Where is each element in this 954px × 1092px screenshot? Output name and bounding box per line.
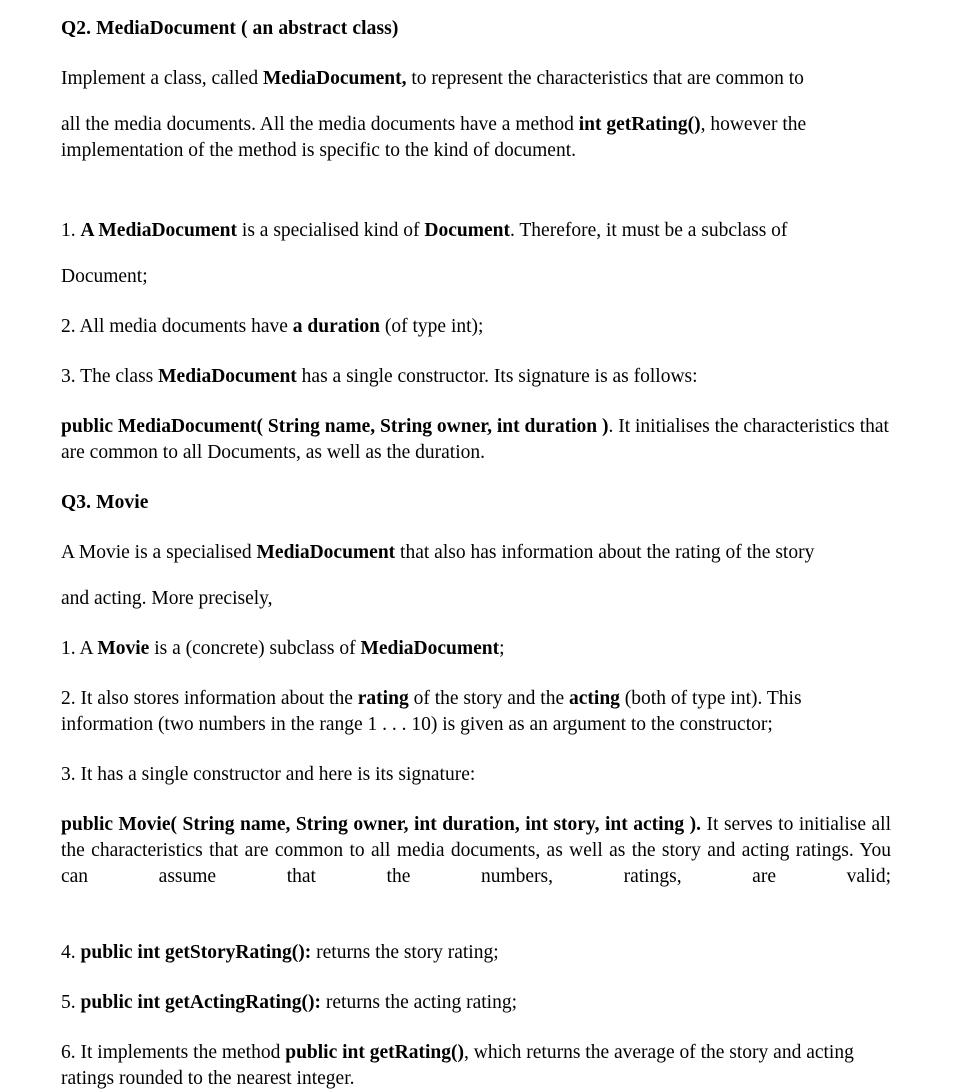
q3-list-item-3-number: 3.: [61, 764, 81, 785]
spacer-before-q3: [61, 466, 891, 490]
q3-list-item-6-bold: public int getRating(): [285, 1042, 464, 1063]
q2-list-item-1-text-b: . Therefore, it must be a subclass of: [509, 220, 788, 241]
q3-list-item-6: [61, 1040, 891, 1092]
spacer-q2-item1: [61, 244, 891, 264]
q3-list-item-1-bold-a: Movie: [97, 638, 150, 659]
spacer-q3-item4: [61, 966, 891, 990]
q3-list-item-5-text: returns the acting rating;: [321, 992, 518, 1013]
q3-constructor-signature-bold: public Movie( String name, String owner, int duration, int story, int acting ).: [61, 814, 702, 835]
q3-list-item-1-text-b: is a (concrete) subclass of: [149, 638, 361, 659]
spacer-q2-intro: [61, 92, 891, 112]
q2-intro-line-2: [61, 112, 891, 164]
q2-list-item-3-text-b: has a single constructor. Its signature is as follows:: [296, 366, 698, 387]
spacer-q3-item3: [61, 788, 891, 812]
q2-intro-line-2-text-a: all the media documents. All the media documents have a method: [61, 114, 579, 135]
spacer-q3-intro: [61, 566, 891, 586]
q2-heading: Q2. MediaDocument ( an abstract class): [61, 18, 399, 39]
q3-intro-line-2: and acting. More precisely,: [61, 588, 273, 609]
spacer-top: [61, 0, 891, 16]
q3-list-item-4-bold: public int getStoryRating():: [80, 942, 312, 963]
q3-list-item-2: [61, 686, 891, 738]
q2-intro-line-1: [61, 66, 891, 92]
q3-list-item-5: [61, 990, 891, 1016]
q2-intro-line-2-bold: int getRating(): [578, 114, 701, 135]
q3-list-item-1-text-a: A: [79, 638, 98, 659]
q3-constructor-signature: [61, 812, 891, 916]
q3-intro-line-1-bold: MediaDocument: [256, 542, 396, 563]
spacer-q2-heading: [61, 42, 891, 66]
spacer-q3-heading: [61, 516, 891, 540]
q2-list-item-1-bold-b: Document: [424, 220, 510, 241]
q3-list-item-1-number: 1.: [61, 638, 80, 659]
q2-list-item-3-bold: MediaDocument: [158, 366, 297, 387]
q3-heading: Q3. Movie: [61, 492, 149, 513]
q3-list-item-4-text: returns the story rating;: [311, 942, 499, 963]
q2-intro-line-1-text-b: to represent the characteristics that are common to: [406, 68, 804, 89]
q2-list-item-2-bold: a duration: [292, 316, 381, 337]
q2-list-item-2-number: 2.: [61, 316, 80, 337]
q3-list-item-1-bold-b: MediaDocument: [360, 638, 500, 659]
q3-list-item-1-text-c: ;: [499, 638, 505, 659]
spacer-q3-item1: [61, 662, 891, 686]
spacer-q3-item2: [61, 738, 891, 762]
q3-intro-line-1-text-a: A Movie is a specialised: [61, 542, 257, 563]
q3-list-item-3: [61, 762, 891, 788]
q2-list-item-1: [61, 218, 891, 244]
spacer-before-q3-list: [61, 612, 891, 636]
q3-list-item-3-text: It has a single constructor and here is its signature:: [80, 764, 476, 785]
spacer-q2-item1-cont: [61, 290, 891, 314]
q2-list-item-2-text-b: (of type int);: [380, 316, 484, 337]
q2-intro-line-1-bold: MediaDocument,: [262, 68, 407, 89]
q2-list-item-2-text-a: All media documents have: [79, 316, 293, 337]
q3-list-item-4-number: 4.: [61, 942, 81, 963]
q3-list-item-5-number: 5.: [61, 992, 81, 1013]
spacer-q3-item5: [61, 1016, 891, 1040]
q2-list-item-1-bold-a: A MediaDocument: [80, 220, 238, 241]
q2-intro-line-2-text-b: , however the implementation of the method is specific to the kind of document.: [61, 114, 807, 161]
spacer-q2-item3: [61, 390, 891, 414]
q3-list-item-6-text-b: , which returns the average of the story and acting ratings rounded to the nearest integer.: [61, 1042, 854, 1089]
q3-list-item-2-text-b: of the story and the: [408, 688, 569, 709]
q3-list-item-6-number: 6.: [61, 1042, 81, 1063]
q3-list-item-2-bold-b: acting: [569, 688, 620, 709]
q3-list-item-2-text-a: It also stores information about the: [80, 688, 358, 709]
q3-list-item-2-bold-a: rating: [357, 688, 409, 709]
q2-list-item-1-number: 1.: [61, 220, 81, 241]
q2-list-item-1-text-a: is a specialised kind of: [237, 220, 425, 241]
q3-list-item-6-text-a: It implements the method: [80, 1042, 286, 1063]
document-body: [61, 0, 891, 1092]
q2-list-item-3-number: 3.: [61, 366, 81, 387]
spacer-before-q2-list: [61, 164, 891, 218]
q2-list-item-3: [61, 364, 891, 390]
q2-list-item-1-continuation: Document;: [61, 266, 148, 287]
q2-constructor-signature-text: . It initialises the characteristics that are common to all Documents, as well as the duration.: [61, 416, 889, 463]
q2-constructor-signature: [61, 414, 891, 466]
spacer-q3-ctor: [61, 916, 891, 940]
spacer-q2-item2: [61, 340, 891, 364]
q2-intro-line-1-text-a: Implement a class, called: [61, 68, 263, 89]
q2-list-item-2: [61, 314, 891, 340]
q3-intro-line-1: [61, 540, 891, 566]
q3-list-item-2-text-c: (both of type int). This information (two numbers in the range 1 . . . 10) is given as an argument to the constructor;: [61, 688, 802, 735]
q3-list-item-5-bold: public int getActingRating():: [80, 992, 321, 1013]
q3-constructor-signature-text: It serves to initialise all the characteristics that are common to all media documents, as well as the story and acting ratings. You can assume that the numbers, ratings, are valid;: [61, 814, 891, 887]
q2-constructor-signature-bold: public MediaDocument( String name, String owner, int duration ): [61, 416, 609, 437]
q3-intro-line-1-text-b: that also has information about the rating of the story: [395, 542, 815, 563]
q3-list-item-1: [61, 636, 891, 662]
q3-list-item-4: [61, 940, 891, 966]
q2-list-item-3-text-a: The class: [80, 366, 159, 387]
q3-list-item-2-number: 2.: [61, 688, 81, 709]
